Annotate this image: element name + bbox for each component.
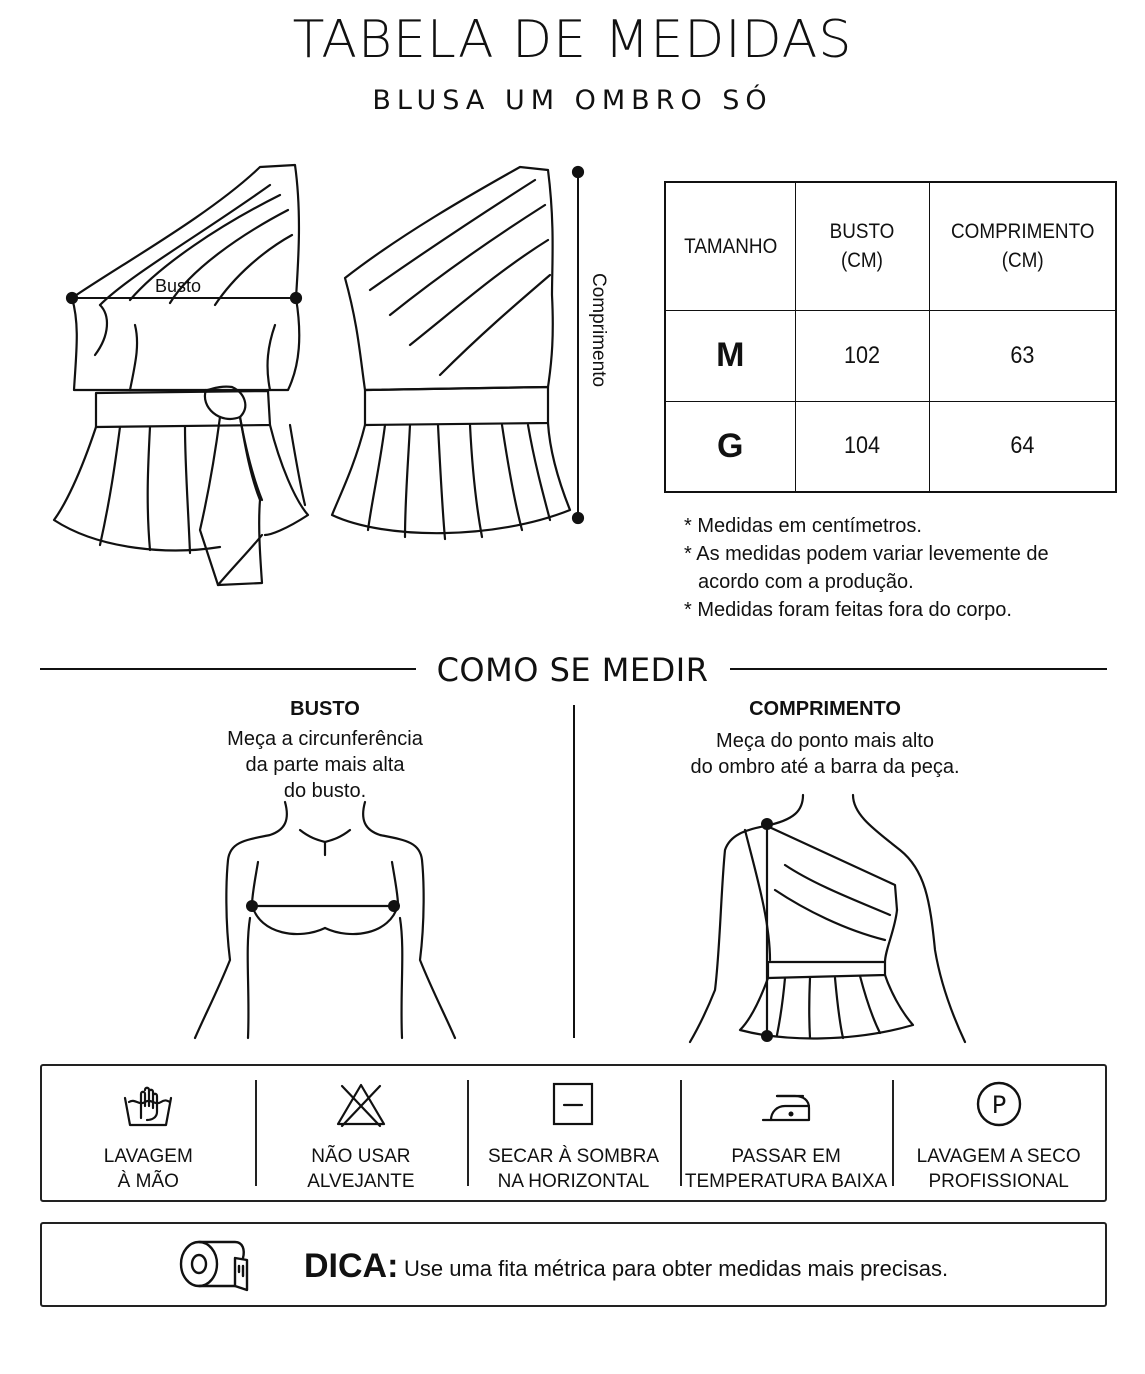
note-item: * As medidas podem variar levemente de acordo com a produção. (684, 543, 1049, 593)
tip-box (40, 1222, 1107, 1307)
note-item: * Medidas em centímetros. (684, 515, 922, 537)
length-cell: 63 (929, 310, 1116, 401)
bust-label: Busto (154, 276, 202, 296)
length-label: Comprimento (588, 273, 609, 388)
bust-cell: 102 (795, 310, 929, 401)
care-item-no-bleach: NÃO USAR ALVEJANTE (255, 1066, 468, 1200)
garment-front-view (54, 165, 308, 585)
column-divider (573, 705, 575, 1038)
dry-shade-flat-icon (546, 1080, 600, 1130)
length-column-header: COMPRIMENTO (CM) (929, 182, 1116, 310)
size-column-header: TAMANHO (665, 182, 795, 310)
bust-column-header: BUSTO (CM) (795, 182, 929, 310)
hand-wash-icon (121, 1080, 175, 1130)
section-divider-right (730, 668, 1107, 670)
note-item: * Medidas foram feitas fora do corpo. (684, 599, 1012, 621)
page-title: TABELA DE MEDIDAS (292, 10, 853, 70)
care-item-iron-low: PASSAR EM TEMPERATURA BAIXA (680, 1066, 893, 1200)
bust-how-heading: BUSTO (290, 698, 360, 720)
svg-text:P: P (991, 1091, 1006, 1119)
length-cell: 64 (929, 401, 1116, 492)
no-bleach-icon (334, 1080, 388, 1130)
tip-label: DICA: (304, 1247, 399, 1285)
dry-clean-p-icon (972, 1080, 1026, 1130)
size-table (664, 181, 1117, 493)
measurement-notes (684, 512, 1104, 624)
garment-back-view (332, 167, 570, 539)
table-row (665, 310, 1116, 401)
garment-illustration (40, 155, 640, 595)
how-to-measure-title: COMO SE MEDIR (436, 651, 709, 689)
care-instructions (40, 1064, 1107, 1202)
care-item-dry-clean: P LAVAGEM A SECO PROFISSIONAL (892, 1066, 1105, 1200)
page-subtitle: BLUSA UM OMBRO SÓ (372, 85, 773, 116)
section-divider-left (40, 668, 416, 670)
measuring-tape-icon (177, 1236, 289, 1298)
length-measure-figure (685, 790, 970, 1045)
size-cell: G (665, 401, 795, 492)
care-item-hand-wash: LAVAGEM À MÃO (42, 1066, 255, 1200)
length-how-text: Meça do ponto mais alto do ombro até a barra da peça. (690, 730, 960, 778)
bust-measure-figure (190, 800, 460, 1040)
care-item-dry-shade: SECAR À SOMBRA NA HORIZONTAL (467, 1066, 680, 1200)
tip-text: Use uma fita métrica para obter medidas mais precisas. (404, 1256, 949, 1281)
iron-low-icon (759, 1080, 813, 1130)
size-table-header-row (665, 182, 1116, 310)
table-row (665, 401, 1116, 492)
size-cell: M (665, 310, 795, 401)
bust-how-text: Meça a circunferência da parte mais alta do busto. (227, 728, 423, 802)
bust-cell: 104 (795, 401, 929, 492)
length-how-heading: COMPRIMENTO (749, 698, 901, 720)
